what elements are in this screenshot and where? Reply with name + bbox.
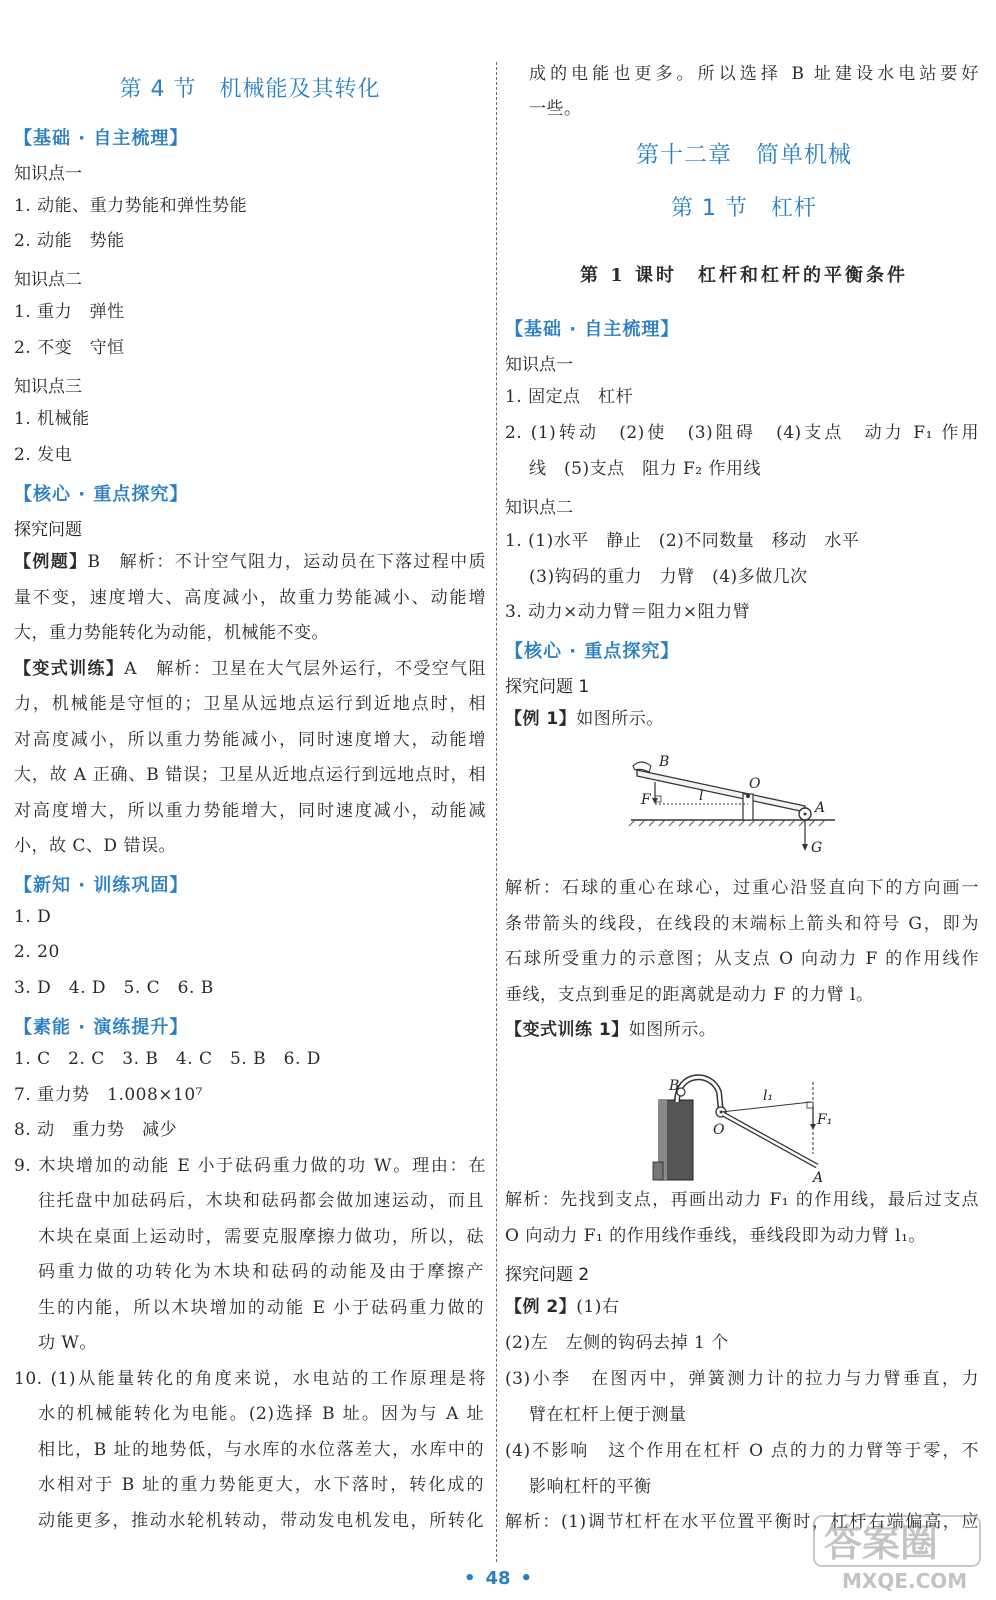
label-F: F	[641, 792, 651, 808]
label-l1: l₁	[763, 1088, 774, 1104]
header-core: 【核心 · 重点探究】	[505, 641, 680, 662]
section-title: 第 4 节 机械能及其转化	[119, 77, 381, 102]
analysis-line: O 向动力 F₁ 的作用线作垂线，垂线段即为动力臂 l₁。	[505, 1226, 926, 1246]
answer-line: 码重力做的功转化为木块和砝码的动能及由于摩擦产	[38, 1262, 484, 1282]
knowledge-point-2: 知识点二	[505, 498, 573, 518]
answer-line: 相比，B 址的地势低，与水库的水位落差大，水库中的	[38, 1440, 484, 1460]
knowledge-point-3: 知识点三	[14, 377, 82, 397]
example-1-line	[505, 707, 664, 731]
answer-line: 2. 不变 守恒	[14, 338, 125, 358]
answer-line: 2. 20	[14, 942, 60, 962]
explore-heading: 探究问题	[14, 520, 82, 540]
chapter-title: 第十二章 简单机械	[636, 142, 852, 168]
knowledge-point-2: 知识点二	[14, 270, 82, 290]
label-F1: F₁	[817, 1112, 833, 1128]
header-basic: 【基础 · 自主梳理】	[505, 319, 680, 340]
label-O: O	[713, 1122, 725, 1138]
watermark-text-2: MXQE.COM	[842, 1569, 968, 1592]
example-text: B 解析：不计空气阻力，运动员在下落过程中质	[87, 552, 487, 572]
variant-line	[14, 657, 486, 681]
example-2-line	[505, 1295, 619, 1319]
header-core: 【核心 · 重点探究】	[14, 484, 189, 505]
lesson-title: 第 1 课时 杠杆和杠杆的平衡条件	[579, 265, 909, 286]
page-number: • 48 •	[463, 1568, 533, 1589]
explore-heading-1: 探究问题 1	[505, 677, 590, 697]
answer-line: 往托盘中加砝码后，木块和砝码都会做加速运动，而且	[38, 1191, 484, 1211]
analysis-line: 解析：(1)调节杠杆在水平位置平衡时，杠杆右端偏高，应	[505, 1512, 979, 1532]
variant-1-line	[505, 1018, 716, 1042]
example-1-text: 如图所示。	[576, 709, 664, 729]
continued-line: 一些。	[529, 99, 582, 119]
example-line: 量不变，速度增大、高度减小，故重力势能减小、动能增	[14, 588, 486, 608]
label-l: l	[699, 788, 704, 804]
example-line	[14, 550, 486, 574]
answer-line: 3. 动力×动力臂＝阻力×阻力臂	[505, 602, 751, 622]
answer-line: 1. 动能、重力势能和弹性势能	[14, 196, 248, 216]
answer-line: 7. 重力势 1.008×10⁷	[14, 1085, 203, 1105]
answer-line: 生的内能，所以木块增加的动能 E 小于砝码重力做的	[38, 1298, 484, 1318]
answer-line: 2. 动能 势能	[14, 231, 125, 251]
answer-line: 2. 发电	[14, 445, 73, 465]
variant-line: 对高度增大，所以重力势能增大，同时速度减小，动能减	[14, 801, 486, 821]
label-G: G	[811, 840, 823, 856]
label-B: B	[659, 754, 670, 770]
variant-line: 大，故 A 正确、B 错误；卫星从近地点运行到远地点时，相	[14, 765, 486, 785]
variant-line: 对高度减小，所以重力势能减小，同时速度增大，动能增	[14, 730, 486, 750]
answer-line: 1. 重力 弹性	[14, 302, 125, 322]
answer-line: 水的机械能转化为电能。(2)选择 B 址。因为与 A 址	[38, 1404, 484, 1424]
answer-line: (3)小李 在图丙中，弹簧测力计的拉力与力臂垂直，力	[505, 1369, 979, 1389]
lever-figure-1	[627, 752, 843, 860]
watermark-text-1: 答案圈	[824, 1521, 939, 1565]
answer-line: 功 W。	[38, 1333, 97, 1353]
example-2-text: (1)右	[576, 1297, 620, 1317]
header-skill: 【素能 · 演练提升】	[14, 1017, 189, 1038]
page-number-value: 48	[485, 1568, 511, 1589]
answer-line: 1. (1)水平 静止 (2)不同数量 移动 水平	[505, 531, 860, 551]
answer-line: 2. (1)转动 (2)使 (3)阻碍 (4)支点 动力 F₁ 作用	[505, 423, 979, 443]
header-basic: 【基础 · 自主梳理】	[14, 128, 189, 149]
variant-1-text: 如图所示。	[628, 1020, 717, 1040]
answer-line: 影响杠杆的平衡	[529, 1477, 652, 1497]
variant-1-tag: 【变式训练 1】	[505, 1020, 629, 1040]
answer-line: 水相对于 B 址的重力势能更大，水下落时，转化成的	[38, 1475, 484, 1495]
example-2-tag: 【例 2】	[505, 1297, 577, 1317]
example-1-tag: 【例 1】	[505, 709, 577, 729]
continued-line: 成的电能也更多。所以选择 B 址建设水电站要好	[529, 64, 979, 84]
example-line: 大，重力势能转化为动能，机械能不变。	[14, 623, 329, 643]
answer-line: (4)不影响 这个作用在杠杆 O 点的力的力臂等于零，不	[505, 1441, 979, 1461]
lever-figure-2	[641, 1062, 837, 1182]
answer-line: 动能更多，推动水轮机转动，带动发电机发电，所转化	[38, 1511, 484, 1531]
variant-line: 力，机械能是守恒的；卫星从远地点运行到近地点时，相	[14, 694, 486, 714]
answer-line: 8. 动 重力势 减少	[14, 1120, 178, 1140]
knowledge-point-1: 知识点一	[505, 355, 573, 375]
watermark-logo	[812, 1512, 982, 1592]
header-new: 【新知 · 训练巩固】	[14, 875, 189, 896]
answer-line: 1. D	[14, 907, 52, 927]
answer-line: 臂在杠杆上便于测量	[529, 1405, 687, 1425]
example-tag: 【例题】	[14, 552, 88, 572]
variant-tag: 【变式训练】	[14, 659, 125, 679]
analysis-line: 解析：石球的重心在球心，过重心沿竖直向下的方向画一	[505, 878, 979, 898]
knowledge-point-1: 知识点一	[14, 164, 82, 184]
answer-line: 1. C 2. C 3. B 4. C 5. B 6. D	[14, 1049, 321, 1069]
answer-line: 线 (5)支点 阻力 F₂ 作用线	[529, 459, 761, 479]
analysis-line: 石球所受重力的示意图；从支点 O 向动力 F 的作用线作	[505, 949, 979, 969]
analysis-line: 垂线，支点到垂足的距离就是动力 F 的力臂 l。	[505, 985, 874, 1005]
label-A: A	[815, 800, 826, 816]
label-A: A	[813, 1170, 824, 1182]
section-title: 第 1 节 杠杆	[671, 196, 817, 221]
answer-line: (3)钩码的重力 力臂 (4)多做几次	[529, 567, 808, 587]
answer-line: 10. (1)从能量转化的角度来说，水电站的工作原理是将	[14, 1369, 486, 1389]
column-divider	[496, 62, 497, 1562]
answer-line: 3. D 4. D 5. C 6. B	[14, 978, 214, 998]
variant-text: A 解析：卫星在大气层外运行，不受空气阻	[124, 659, 487, 679]
answer-line: 1. 机械能	[14, 409, 90, 429]
label-O: O	[749, 776, 761, 792]
explore-heading-2: 探究问题 2	[505, 1265, 590, 1285]
answer-line: (2)左 左侧的钩码去掉 1 个	[505, 1333, 729, 1353]
answer-line: 木块在桌面上运动时，需要克服摩擦力做功，所以，砝	[38, 1227, 484, 1247]
analysis-line: 解析：先找到支点，再画出动力 F₁ 的作用线，最后过支点	[505, 1190, 979, 1210]
answer-line: 1. 固定点 杠杆	[505, 387, 634, 407]
answer-line: 9. 木块增加的动能 E 小于砝码重力做的功 W。理由：在	[14, 1156, 486, 1176]
label-B: B	[669, 1078, 680, 1094]
analysis-line: 条带箭头的线段，在线段的末端标上箭头和符号 G，即为	[505, 914, 979, 934]
variant-line: 小，故 C、D 错误。	[14, 836, 176, 856]
